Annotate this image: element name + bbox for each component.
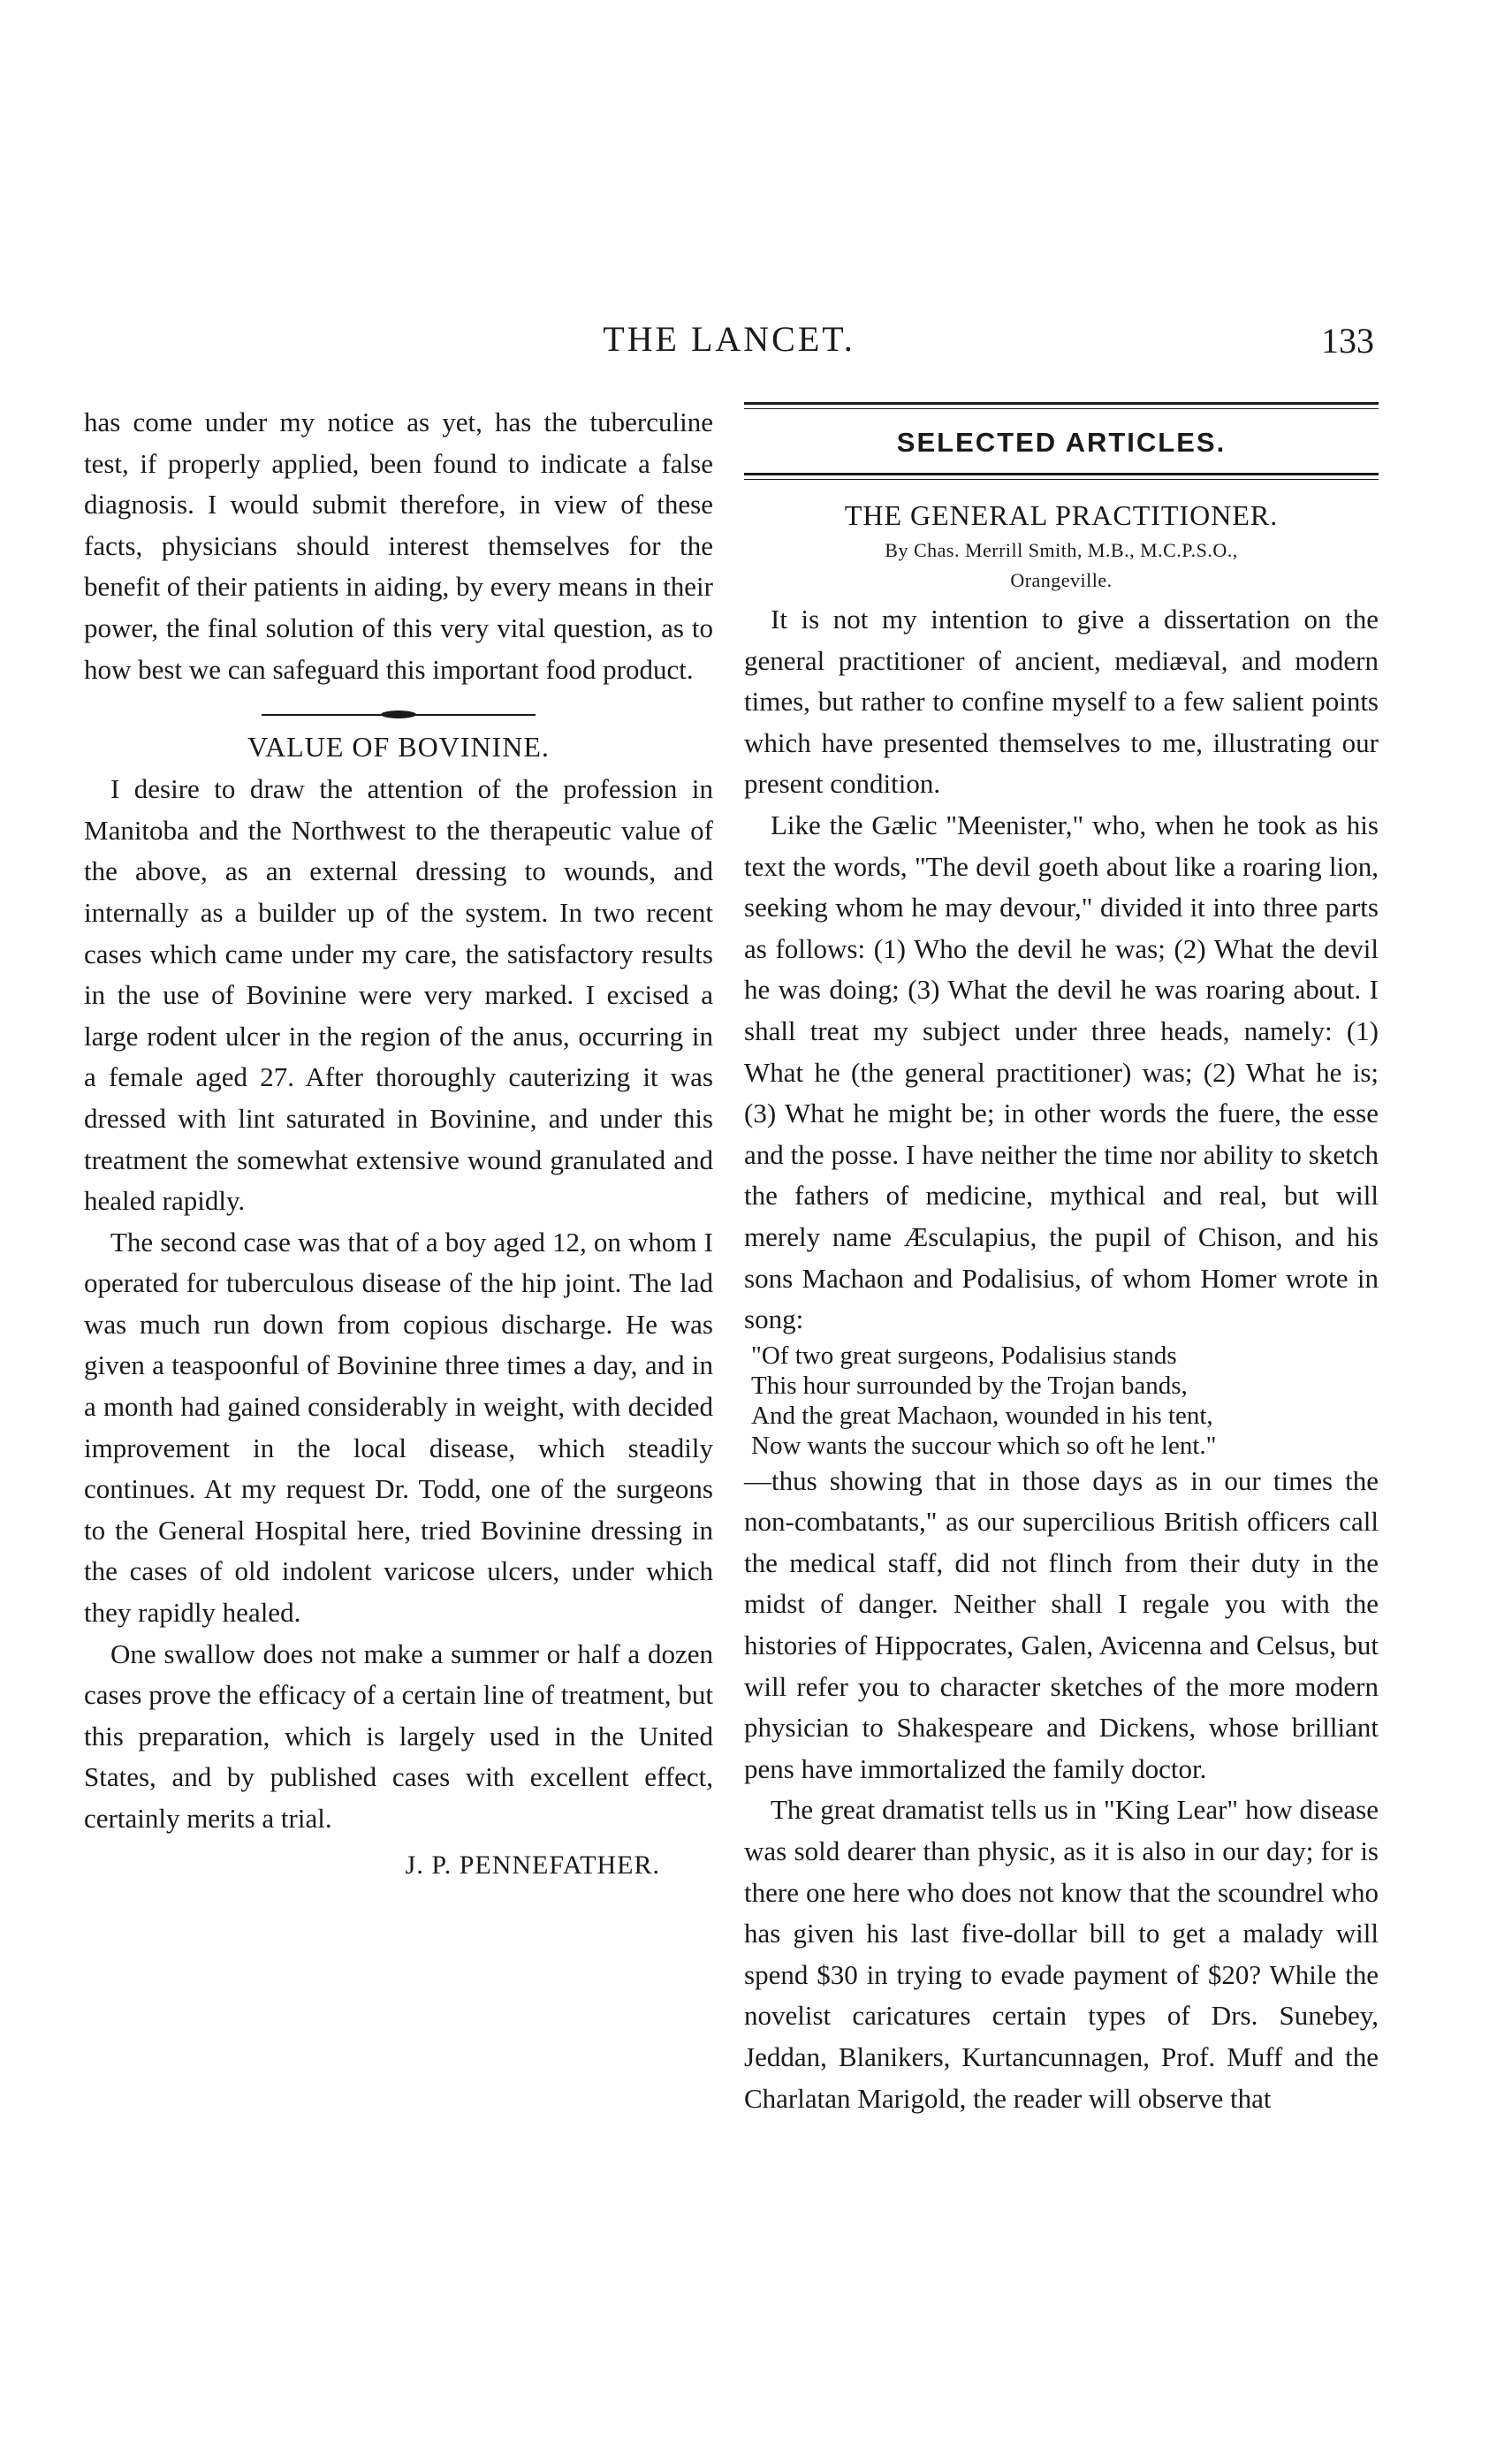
right-column (744, 402, 1379, 2119)
paragraph: One swallow does not make a summer or half a dozen cases prove the efficacy of a certain line of treatment, but this preparation, which is largely used in the United States, and by published cases with excellent effect, certainly merits a trial. (84, 1638, 713, 1834)
paragraph: Like the Gælic "Meenister," who, when he took as his text the words, "The devil goeth about like a roaring lion, seeking whom he may devour," divided it into three parts as follows: (1) Who the devil he was; (2) What the devil he was doing; (3) What the devil he was roaring about. I shall treat my subject under three heads, namely: (1) What he (the general practitioner) was; (2) What he is; (3) What he might be; in other words the fuere, the esse and the posse. I have neither the time nor ability to sketch the fathers of medicine, mythical and real, but will merely name Æsculapius, the pupil of Chison, and his sons Machaon and Podalisius, of whom Homer wrote in song: (744, 809, 1379, 1335)
paragraph: The second case was that of a boy aged 12, on whom I operated for tuberculous disease of the hip joint. The lad was much run down from copious discharge. He was given a teaspoonful of Bovinine three times a day, and in a month had gained considerably in weight, with decided improvement in the local disease, which steadily continues. At my request Dr. Todd, one of the surgeons to the General Hospital here, tried Bovinine dressing in the cases of old indolent varicose ulcers, under which they rapidly healed. (84, 1226, 713, 1629)
verse-line: This hour surrounded by the Trojan bands, (751, 1371, 1188, 1400)
left-column (84, 402, 713, 1881)
continued-paragraph: has come under my notice as yet, has the tuberculine test, if properly applied, been found to indicate a false diagnosis. I would submit therefore, in view of these facts, physicians should interest themselves for the benefit of their patients in aiding, by every means in their power, the final solution of this very vital question, as to how best we can safeguard this important food product. (84, 407, 713, 685)
running-header (84, 318, 1374, 371)
paragraph: The great dramatist tells us in "King Lear" how disease was sold dearer than physic, as it is also in our day; for is there one here who does not know that the scoundrel who has given his last five-dollar bill to get a malady will spend $30 in trying to evade payment of $20? While the novelist caricatures certain types of Drs. Sunebey, Jeddan, Blanikers, Kurtancunnagen, Prof. Muff and the Charlatan Marigold, the reader will observe that (744, 1794, 1379, 2114)
byline-place: Orangeville. (1010, 569, 1113, 591)
byline-author: By Chas. Merrill Smith, M.B., M.C.P.S.O., (885, 539, 1238, 561)
article-title-practitioner: THE GENERAL PRACTITIONER. (844, 499, 1279, 531)
double-rule (744, 402, 1379, 409)
journal-title: THE LANCET. (603, 319, 855, 359)
verse-line: And the great Machaon, wounded in his tent, (751, 1401, 1213, 1430)
paragraph: —thus showing that in those days as in our times the non-combatants," as our supercilious British officers call the medical staff, did not flinch from their duty in the midst of danger. Neither shall I regale you with the histories of Hippocrates, Galen, Avicenna and Celsus, but will refer you to character sketches of the more modern physician to Shakespeare and Dickens, whose brilliant pens have immortalized the family doctor. (744, 1464, 1379, 1784)
author-signature: J. P. PENNEFATHER. (405, 1850, 660, 1880)
paragraph: I desire to draw the attention of the profession in Manitoba and the Northwest to the therapeutic value of the above, as an external dressing to wounds, and internally as a builder up of the system. In two recent cases which came under my care, the satisfactory results in the use of Bovinine were very marked. I excised a large rodent ulcer in the region of the anus, occurring in a female aged 27. After thoroughly cauterizing it was dressed with lint saturated in Bovinine, and under this treatment the somewhat extensive wound granulated and healed rapidly. (84, 773, 713, 1217)
section-divider (262, 710, 536, 718)
verse-line: "Of two great surgeons, Podalisius stands (751, 1341, 1177, 1370)
byline (744, 536, 1379, 596)
article-title-bovinine: VALUE OF BOVININE. (247, 731, 550, 764)
paragraph: It is not my intention to give a dissertation on the general practitioner of ancient, mediæval, and modern times, but rather to confine myself to a few salient points which have presented themselves to me, illustrating our present condition. (744, 604, 1379, 800)
double-rule (744, 473, 1379, 480)
section-heading: SELECTED ARTICLES. (896, 427, 1227, 458)
verse-line: Now wants the succour which so oft he lent." (751, 1431, 1217, 1460)
page-number: 133 (1321, 321, 1374, 361)
verse-quote (744, 1341, 1379, 1461)
